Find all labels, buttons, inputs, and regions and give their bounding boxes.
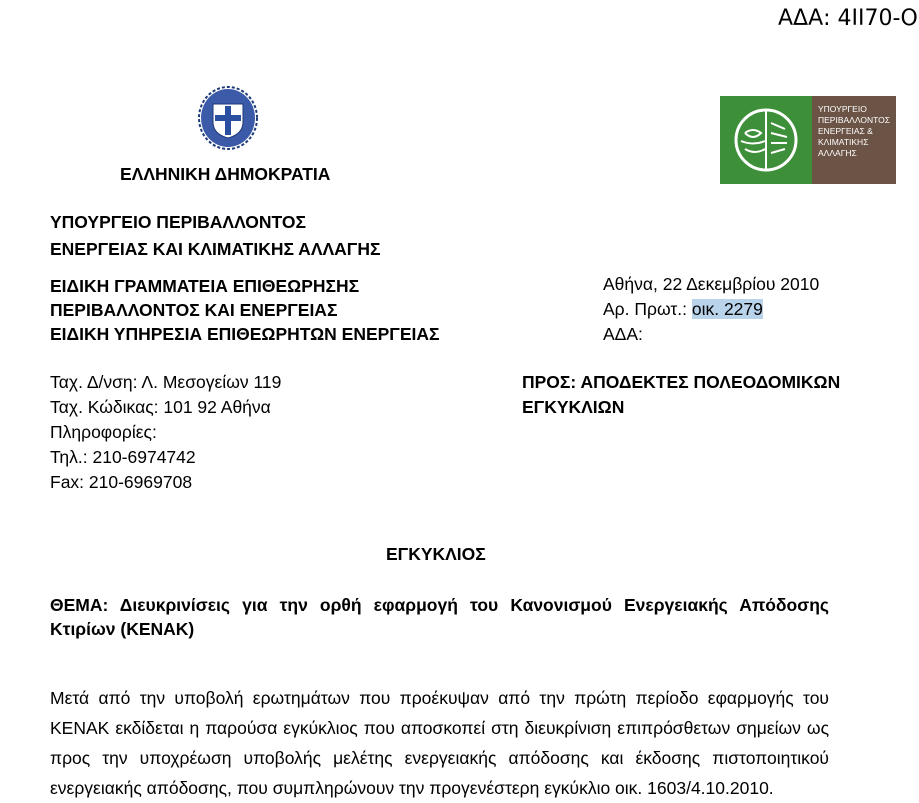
logo-symbol-icon (720, 96, 812, 184)
document-date: Αθήνα, 22 Δεκεμβρίου 2010 (603, 274, 820, 294)
greek-coat-of-arms-emblem (196, 86, 260, 150)
ministry-logo (720, 96, 896, 184)
recipient-line-1: ΠΡΟΣ: ΑΠΟΔΕΚΤΕΣ ΠΟΛΕΟΔΟΜΙΚΩΝ (522, 372, 841, 392)
contact-fax: Fax: 210-6969708 (50, 472, 193, 492)
contact-address: Ταχ. Δ/νση: Λ. Μεσογείων 119 (50, 372, 282, 392)
subject-line-1: ΘΕΜΑ: Διευκρινίσεις για την ορθή εφαρμογή του Κανονισμού Ενεργειακής Απόδοσης (50, 595, 829, 615)
recipient-line-2: ΕΓΚΥΚΛΙΩΝ (522, 397, 625, 417)
ada-label: ΑΔΑ: (603, 324, 643, 344)
subject (50, 593, 829, 641)
country-name: ΕΛΛΗΝΙΚΗ ΔΗΜΟΚΡΑΤΙΑ (120, 164, 331, 184)
body-line-2: ΚΕΝΑΚ εκδίδεται η παρούσα εγκύκλιος που αποσκοπεί στη διευκρίνιση επιπρόσθετων σημείων ως (50, 718, 829, 738)
protocol-value: οικ. 2279 (691, 299, 763, 319)
ministry-line-2: ΕΝΕΡΓΕΙΑΣ ΚΑΙ ΚΛΙΜΑΤΙΚΗΣ ΑΛΛΑΓΗΣ (50, 239, 381, 259)
service-name: ΕΙΔΙΚΗ ΥΠΗΡΕΣΙΑ ΕΠΙΘΕΩΡΗΤΩΝ ΕΝΕΡΓΕΙΑΣ (50, 324, 440, 344)
body-line-4: ενεργειακής απόδοσης, που συμπληρώνουν την προγενέστερη εγκύκλιο οικ. 1603/4.10.2010. (50, 778, 774, 798)
contact-phone: Τηλ.: 210-6974742 (50, 447, 196, 467)
subject-line-2: Κτιρίων (ΚΕΝΑΚ) (50, 619, 195, 639)
ministry-line-1: ΥΠΟΥΡΓΕΙΟ ΠΕΡΙΒΑΛΛΟΝΤΟΣ (50, 212, 307, 232)
contact-info: Πληροφορίες: (50, 422, 157, 442)
secretariat-line-2: ΠΕΡΙΒΑΛΛΟΝΤΟΣ ΚΑΙ ΕΝΕΡΓΕΙΑΣ (50, 300, 338, 320)
secretariat-line-1: ΕΙΔΙΚΗ ΓΡΑΜΜΑΤΕΙΑ ΕΠΙΘΕΩΡΗΣΗΣ (50, 276, 360, 296)
ada-header: ΑΔΑ: 4ΙΙ70-Ο (778, 6, 918, 31)
body-line-3: προς την υποχρέωση υποβολής μελέτης ενεργειακής απόδοσης και έκδοσης πιστοποιητικού (50, 748, 829, 768)
document-type-heading: ΕΓΚΥΚΛΙΟΣ (386, 544, 486, 564)
contact-postal-code: Ταχ. Κώδικας: 101 92 Αθήνα (50, 397, 271, 417)
body-line-1: Μετά από την υποβολή ερωτημάτων που προέκυψαν από την πρώτη περίοδο εφαρμογής του (50, 688, 829, 708)
body-paragraph (50, 683, 829, 803)
logo-text: ΥΠΟΥΡΓΕΙΟ ΠΕΡΙΒΑΛΛΟΝΤΟΣ ΕΝΕΡΓΕΙΑΣ & ΚΛΙΜΑΤΙΚΗΣ ΑΛΛΑΓΗΣ (812, 96, 896, 184)
protocol-number: Αρ. Πρωτ.: οικ. 2279 (603, 299, 763, 319)
